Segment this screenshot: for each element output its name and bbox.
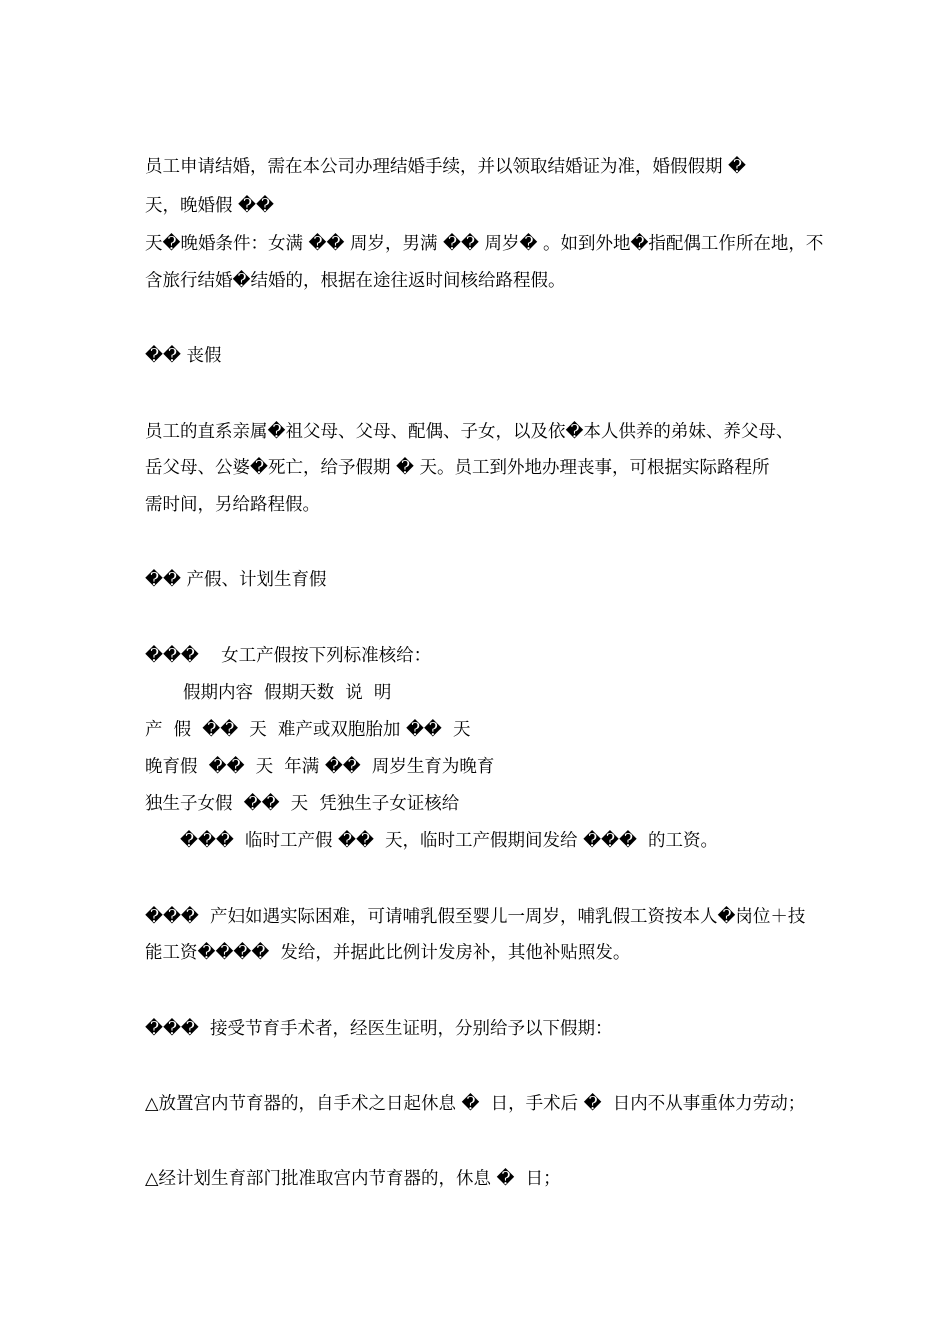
nursing-leave-line-2: 能工资���� 发给，并据此比例计发房补，其他补贴照发。: [145, 943, 631, 963]
marriage-leave-line-1: 员工申请结婚，需在本公司办理结婚手续，并以领取结婚证为准，婚假假期 �: [145, 157, 747, 177]
bullet-item: △经计划生育部门批准取宫内节育器的，休息 � 日；: [145, 1169, 561, 1189]
nursing-leave-line-1: ��� 产妇如遇实际困难，可请哺乳假至婴儿一周岁，哺乳假工资按本人�岗位＋技: [145, 907, 806, 927]
bereavement-leave-line-2: 岳父母、公婆�死亡，给予假期 � 天。员工到外地办理丧事，可根据实际路程所: [145, 458, 770, 478]
bereavement-leave-line-1: 员工的直系亲属�祖父母、父母、配偶、子女，以及依�本人供养的弟妹、养父母、: [145, 422, 794, 442]
marriage-leave-line-2: 天，晚婚假 ��: [145, 196, 274, 216]
bereavement-leave-heading: �� 丧假: [145, 346, 222, 366]
maternity-table-row: 独生子女假 �� 天 凭独生子女证核给: [145, 794, 460, 814]
maternity-table-row: 产 假 �� 天 难产或双胞胎加 �� 天: [145, 720, 471, 740]
maternity-table-header: 假期内容 假期天数 说 明: [183, 683, 392, 703]
marriage-leave-line-4: 含旅行结婚�结婚的，根据在途往返时间核给路程假。: [145, 271, 566, 291]
sterilization-leave-line: ��� 接受节育手术者，经医生证明，分别给予以下假期：: [145, 1019, 613, 1039]
maternity-leave-heading: �� 产假、计划生育假: [145, 570, 327, 590]
marriage-leave-line-3: 天�晚婚条件：女满 �� 周岁，男满 �� 周岁� 。如到外地�指配偶工作所在地，不: [145, 234, 824, 254]
temp-worker-maternity-line: ��� 临时工产假 �� 天，临时工产假期间发给 ��� 的工资。: [180, 831, 719, 851]
maternity-table-row: 晚育假 �� 天 年满 �� 周岁生育为晚育: [145, 757, 495, 777]
bereavement-leave-line-3: 需时间，另给路程假。: [145, 495, 320, 515]
bullet-item: △放置宫内节育器的，自手术之日起休息 � 日，手术后 � 日内不从事重体力劳动；: [145, 1094, 806, 1114]
maternity-leave-item-1: ��� 女工产假按下列标准核给：: [145, 646, 432, 666]
